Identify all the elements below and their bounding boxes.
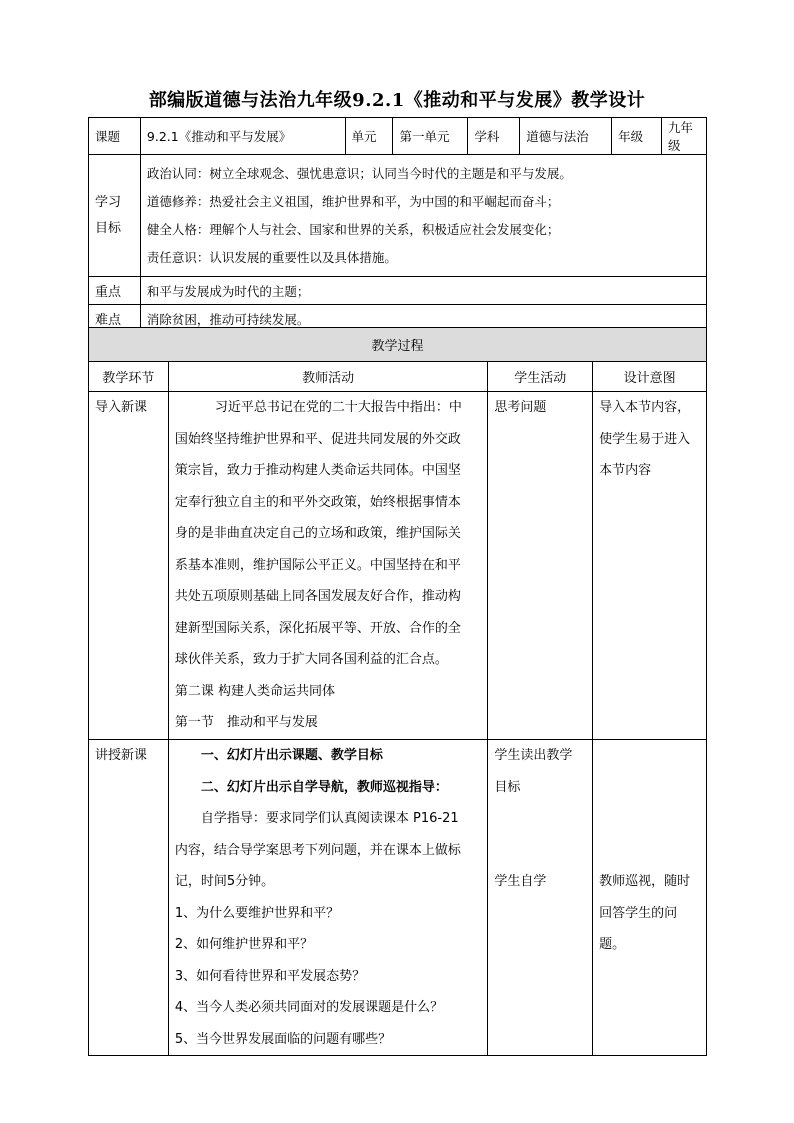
- question-item: 3、如何看待世界和平发展态势？: [174, 968, 366, 984]
- text-line: 自学指导：要求同学们认真阅读课本 P16-21: [200, 811, 459, 826]
- question-item: 2、如何维护世界和平？: [174, 937, 314, 952]
- column-header: 教师活动: [168, 362, 487, 392]
- difficulty-value: 消除贫困，推动可持续发展。: [140, 305, 706, 333]
- unit-label: 单元: [345, 118, 393, 155]
- grade-label: 年级: [612, 118, 662, 155]
- text-line: 身的是非曲直决定自己的立场和政策，维护国际关: [174, 526, 461, 541]
- table-row: [89, 740, 707, 1056]
- column-header-row: [89, 362, 707, 392]
- question-item: 1、为什么要维护世界和平？: [174, 905, 340, 921]
- column-header: 教学环节: [89, 362, 169, 392]
- student-activity: [488, 392, 593, 740]
- text-line: 系基本准则，维护国际公平正义。中国坚持在和平: [174, 557, 461, 573]
- goals-row: [89, 155, 707, 277]
- question-item: 4、当今人类必须共同面对的发展课题是什么？: [174, 1000, 444, 1015]
- table-row: [89, 392, 707, 740]
- goal-item: 政治认同：树立全球观念、强忧患意识；认同当今时代的主题是和平与发展。: [146, 165, 572, 181]
- goals-label-line: 目标: [95, 220, 122, 236]
- document-title: 部编版道德与法治九年级9.2.1《推动和平与发展》教学设计: [148, 90, 646, 111]
- topic-value: 9.2.1《推动和平与发展》: [140, 118, 345, 155]
- goal-item: 道德修养：热爱社会主义祖国，维护世界和平，为中国的和平崛起而奋斗；: [146, 193, 560, 209]
- goal-item: 健全人格：理解个人与社会、国家和世界的关系，积极适应社会发展变化；: [146, 221, 560, 237]
- text-line: 学生读出教学: [494, 748, 573, 763]
- question-item: 5、当今世界发展面临的问题有哪些？: [174, 1031, 392, 1047]
- step-heading: 一、幻灯片出示课题、教学目标: [200, 748, 383, 763]
- grade-value: 九年级: [662, 118, 707, 155]
- unit-value: 第一单元: [393, 118, 468, 155]
- subject-label: 学科: [468, 118, 520, 155]
- stage-cell: [89, 392, 169, 740]
- column-header: 学生活动: [488, 362, 593, 392]
- text-line: 回答学生的问题。: [599, 905, 678, 952]
- text-line: 定奉行独立自主的和平外交政策，始终根据事情本: [174, 494, 461, 510]
- text-line: 目标: [494, 779, 521, 795]
- design-intent: [593, 392, 707, 740]
- key-point-label: 重点: [89, 277, 141, 305]
- teacher-activity: [168, 740, 487, 1056]
- text-line: 策宗旨，致力于推动构建人类命运共同体。中国坚: [174, 463, 461, 478]
- difficulty-label: 难点: [89, 305, 141, 333]
- goals-label-line: 学习: [95, 194, 122, 210]
- text-line: 使学生易于进入: [599, 431, 691, 447]
- goal-item: 责任意识：认识发展的重要性以及具体措施。: [146, 249, 397, 265]
- info-row: [89, 118, 707, 155]
- goals-label: [89, 155, 141, 277]
- topic-label: 课题: [89, 118, 141, 155]
- text-line: 导入本节内容，: [599, 400, 691, 415]
- key-point-row: [89, 277, 707, 305]
- process-header: 教学过程: [89, 328, 707, 362]
- text-line: 第一节 推动和平与发展: [174, 715, 318, 730]
- stage-label: 导入新课: [95, 400, 148, 415]
- info-table: [88, 117, 707, 333]
- text-line: 教师巡视，随时: [599, 874, 691, 889]
- teacher-activity: [168, 392, 487, 740]
- text-line: 内容，结合导学案思考下列问题，并在课本上做标: [174, 842, 461, 858]
- process-table: [88, 327, 707, 1056]
- text-line: 习近平总书记在党的二十大报告中指出：中: [214, 400, 462, 415]
- stage-cell: [89, 740, 169, 1056]
- text-line: 国始终坚持维护世界和平、促进共同发展的外交政: [174, 431, 461, 447]
- step-heading: 二、幻灯片出示自学导航，教师巡视指导：: [200, 779, 448, 795]
- text-line: 建新型国际关系，深化拓展平等、开放、合作的全: [174, 620, 461, 636]
- text-line: 学生自学: [494, 874, 547, 889]
- goals-content: [140, 155, 706, 277]
- text-line: 共处五项原则基础上同各国发展友好合作，推动构: [174, 589, 461, 604]
- text-line: 第二课 构建人类命运共同体: [174, 683, 336, 699]
- student-activity: [488, 740, 593, 1056]
- text-line: 思考问题: [494, 400, 547, 415]
- text-line: 本节内容: [599, 463, 652, 478]
- text-line: 球伙伴关系，致力于扩大同各国利益的汇合点。: [174, 652, 448, 667]
- design-intent: [593, 740, 707, 1056]
- stage-label: 讲授新课: [95, 748, 148, 763]
- subject-value: 道德与法治: [520, 118, 612, 155]
- column-header: 设计意图: [593, 362, 707, 392]
- text-line: 记，时间5分钟。: [174, 874, 275, 889]
- key-point-value: 和平与发展成为时代的主题；: [140, 277, 706, 305]
